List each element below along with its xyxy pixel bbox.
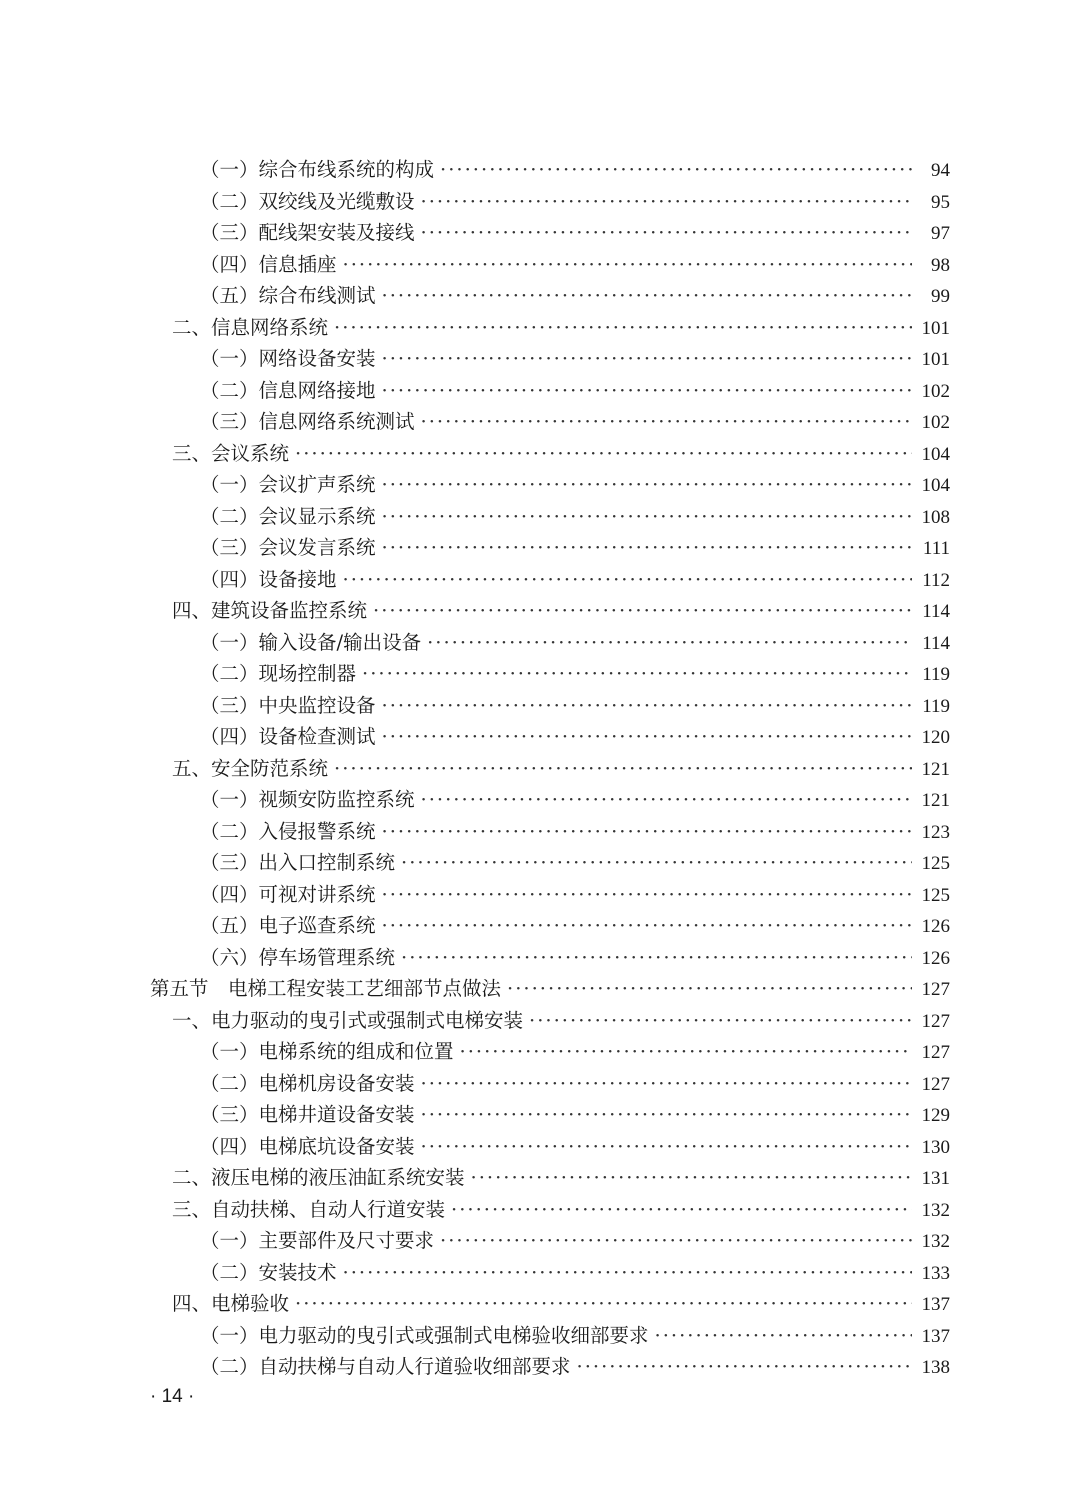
toc-entry-page: 127 [921,1010,950,1032]
dot-leader [507,973,912,1005]
toc-entry-title: （四）电梯底坑设备安装 [200,1134,415,1158]
dot-leader [382,532,912,564]
toc-entry [150,501,950,533]
dot-leader [655,1320,912,1352]
dot-leader [427,627,912,659]
dot-leader [460,1036,912,1068]
dot-leader [382,280,912,312]
toc-entry-page: 119 [922,664,950,685]
toc-entry-title: 五、安全防范系统 [172,756,329,780]
toc-entry-title: 四、建筑设备监控系统 [172,599,368,622]
dot-leader [373,595,912,627]
toc-entry-title: （三）中央监控设备 [200,693,376,717]
toc-entry-page: 137 [921,1325,950,1347]
dot-leader [529,1005,912,1037]
dot-leader [421,406,912,438]
toc-entry-page: 133 [921,1262,950,1284]
toc-entry [150,1131,950,1163]
toc-entry-page: 132 [921,1199,950,1221]
toc-entry [150,1162,950,1194]
dot-leader [295,438,912,470]
toc-entry-title: （一）视频安防监控系统 [200,788,415,811]
toc-entry-page: 123 [921,821,950,843]
toc-entry-title: （五）电子巡查系统 [200,914,376,937]
toc-entry [150,280,950,312]
toc-entry-title: （三）会议发言系统 [200,536,376,559]
dot-leader [334,312,912,344]
dot-leader [382,375,912,407]
toc-entry [150,595,950,627]
toc-entry [150,343,950,375]
toc-entry-page: 127 [921,1042,950,1063]
toc-entry [150,879,950,911]
dot-leader [401,942,912,974]
toc-entry-page: 101 [921,349,950,370]
toc-entry-page: 121 [921,790,950,811]
toc-entry-page: 104 [921,475,950,496]
dot-leader [382,690,912,722]
toc-entry [150,1194,950,1226]
toc-entry-page: 126 [921,947,950,969]
toc-entry-page: 125 [921,853,950,874]
toc-entry-page: 137 [921,1294,950,1315]
dot-leader [334,753,912,785]
dot-leader [343,249,912,281]
toc-entry [150,249,950,281]
toc-entry-page: 99 [931,286,950,307]
toc-entry-title: （四）设备检查测试 [200,725,376,748]
toc-entry [150,1036,950,1068]
dot-leader [362,658,912,690]
toc-entry [150,406,950,438]
dot-leader [421,217,912,249]
toc-entry-title: （一）主要部件及尺寸要求 [200,1229,435,1252]
dot-leader [577,1351,912,1383]
dot-leader [343,1257,912,1289]
toc-entry-title: 一、电力驱动的曳引式或强制式电梯安装 [172,1008,524,1032]
toc-entry-page: 97 [931,223,950,244]
toc-entry-title: 三、自动扶梯、自动人行道安装 [172,1197,446,1221]
dot-leader [382,910,912,942]
dot-leader [471,1162,912,1194]
toc-entry-title: （二）会议显示系统 [200,504,376,528]
toc-entry-title: （四）信息插座 [200,252,337,276]
toc-entry-page: 132 [921,1231,950,1252]
dot-leader [421,186,912,218]
dot-leader [421,1068,912,1100]
toc-entry [150,1288,950,1320]
toc-entry-page: 95 [931,191,950,213]
toc-entry-page: 125 [921,884,950,906]
toc-entry-title: （一）输入设备/输出设备 [200,630,422,654]
dot-leader [382,501,912,533]
toc-entry-page: 126 [921,916,950,937]
toc-entry-page: 94 [931,160,950,181]
toc-entry-title: （二）信息网络接地 [200,378,376,402]
toc-entry-page: 108 [921,506,950,528]
toc-entry-title: （二）双绞线及光缆敷设 [200,189,415,213]
toc-entry-page: 130 [921,1136,950,1158]
toc-entry [150,753,950,785]
toc-entry-page: 120 [921,727,950,748]
toc-entry-title: （三）出入口控制系统 [200,851,396,874]
toc-entry-title: （三）配线架安装及接线 [200,221,415,244]
table-of-contents [150,154,950,1383]
toc-entry-title: 三、会议系统 [172,441,290,465]
toc-entry-page: 121 [921,758,950,780]
toc-entry [150,1005,950,1037]
toc-entry-title: 第五节 电梯工程安装工艺细部节点做法 [150,977,502,1000]
toc-entry [150,375,950,407]
toc-entry-title: 二、信息网络系统 [172,315,329,339]
dot-leader [382,721,912,753]
toc-entry-title: （三）信息网络系统测试 [200,410,415,433]
toc-entry-page: 127 [921,979,950,1000]
toc-entry-title: 二、液压电梯的液压油缸系统安装 [172,1166,465,1189]
page-number: · 14 · [150,1386,195,1407]
toc-entry-title: （二）自动扶梯与自动人行道验收细部要求 [200,1355,571,1378]
toc-entry [150,690,950,722]
toc-entry-title: （三）电梯井道设备安装 [200,1103,415,1126]
dot-leader [421,784,912,816]
toc-entry-title: （六）停车场管理系统 [200,945,396,969]
toc-entry-title: （四）设备接地 [200,567,337,591]
dot-leader [421,1131,912,1163]
toc-entry-page: 129 [921,1105,950,1126]
toc-entry [150,1225,950,1257]
toc-entry-page: 104 [921,443,950,465]
dot-leader [451,1194,912,1226]
toc-entry [150,1257,950,1289]
toc-entry [150,186,950,218]
toc-entry [150,847,950,879]
toc-entry-title: （一）电力驱动的曳引式或强制式电梯验收细部要求 [200,1323,649,1347]
toc-entry [150,784,950,816]
toc-entry-page: 111 [922,538,950,559]
dot-leader [382,816,912,848]
dot-leader [401,847,912,879]
dot-leader [440,1225,912,1257]
toc-entry-title: （二）安装技术 [200,1260,337,1284]
toc-entry-page: 102 [921,380,950,402]
toc-entry [150,532,950,564]
toc-entry [150,469,950,501]
dot-leader [382,343,912,375]
toc-entry-page: 102 [921,412,950,433]
toc-entry [150,942,950,974]
toc-entry [150,438,950,470]
toc-entry [150,973,950,1005]
toc-entry [150,564,950,596]
dot-leader [440,154,912,186]
toc-entry [150,627,950,659]
toc-entry-title: （一）会议扩声系统 [200,473,376,496]
toc-entry [150,658,950,690]
toc-entry-title: （四）可视对讲系统 [200,882,376,906]
toc-entry-page: 114 [922,601,950,622]
toc-entry [150,816,950,848]
toc-entry [150,1351,950,1383]
toc-entry-title: （一）综合布线系统的构成 [200,158,435,181]
toc-entry-page: 101 [921,317,950,339]
dot-leader [421,1099,912,1131]
toc-entry [150,154,950,186]
toc-entry [150,1068,950,1100]
toc-entry [150,1320,950,1352]
toc-entry [150,1099,950,1131]
toc-entry-title: （二）电梯机房设备安装 [200,1071,415,1095]
toc-entry-title: 四、电梯验收 [172,1292,290,1315]
toc-entry-title: （一）网络设备安装 [200,347,376,370]
toc-entry-page: 114 [922,632,950,654]
toc-entry-title: （五）综合布线测试 [200,284,376,307]
dot-leader [382,469,912,501]
toc-entry-title: （一）电梯系统的组成和位置 [200,1040,454,1063]
toc-entry [150,910,950,942]
toc-entry-page: 131 [921,1168,950,1189]
dot-leader [295,1288,912,1320]
toc-entry-title: （二）入侵报警系统 [200,819,376,843]
toc-entry-page: 112 [922,569,950,591]
toc-entry [150,721,950,753]
toc-entry-page: 98 [931,254,950,276]
toc-entry-page: 127 [921,1073,950,1095]
toc-entry-page: 138 [921,1357,950,1378]
toc-entry-page: 119 [922,695,950,717]
toc-entry [150,217,950,249]
dot-leader [343,564,912,596]
toc-entry-title: （二）现场控制器 [200,662,357,685]
dot-leader [382,879,912,911]
toc-entry [150,312,950,344]
